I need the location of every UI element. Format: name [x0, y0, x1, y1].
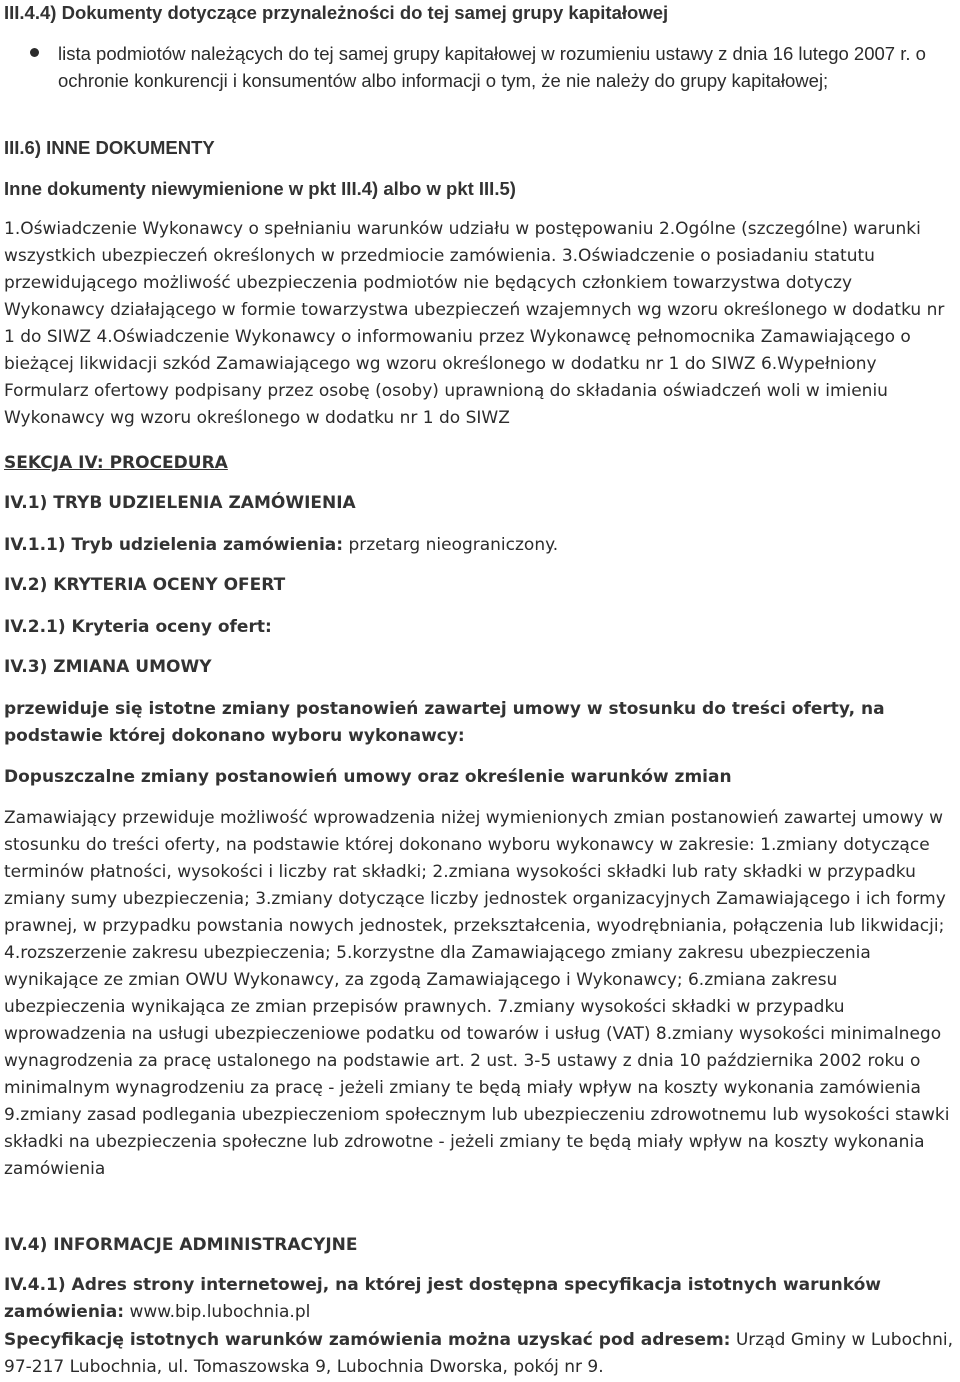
heading-iv-2-1: IV.2.1) Kryteria oceny ofert:: [4, 617, 272, 637]
allowed-changes-text: Zamawiający przewiduje możliwość wprowadzenia niżej wymienionych zmian postanowień zawartej umowy w stosunku do treści oferty, na podstawie której dokonano wyboru wykonawcy w zakresie: 1.zmiany dotyczące terminów płatności, wysokości i liczby rat składki; 2.zmiana wysokości składki lub raty składki w przypadku zmiany sumy ubezpieczenia; 3.zmiany dotyczące liczby jednostek organizacyjnych Zamawiającego i ich formy prawnej, w przypadku powstania nowych jednostek, przekształcenia, wyodrębniania, połączenia lub likwidacji; 4.rozszerzenie zakresu ubezpieczenia; 5.korzystne dla Zamawiającego zmiany zakresu ubezpieczenia wynikające ze zmian OWU Wykonawcy, za zgodą Zamawiającego i Wykonawcy; 6.zmiana zakresu ubezpieczenia wynikająca ze zmian przepisów prawnych. 7.zmiany wysokości składki w przypadku wprowadzenia na usługi ubezpieczeniowe podatku od towarów i usług (VAT) 8.zmiany wysokości minimalnego wynagrodzenia za pracę ustalonego na podstawie art. 2 ust. 3-5 ustawy z dnia 10 października 2002 roku o minimalnym wynagrodzeniu za pracę - jeżeli zmiany te będą miały wpływ na koszty wykonania zamówienia 9.zmiany zasad podlegania ubezpieczeniom społecznym lub ubezpieczeniu zdrowotnemu lub wysokości stawki składki na ubezpieczenia społeczne lub zdrowotne - jeżeli zmiany te będą miały wpływ na koszty wykonania zamówienia: [4, 808, 950, 1179]
heading-iv-2: IV.2) KRYTERIA OCENY OFERT: [4, 575, 286, 595]
website-link[interactable]: www.bip.lubochnia.pl: [129, 1302, 311, 1322]
section-iv-title: SEKCJA IV: PROCEDURA: [4, 453, 228, 473]
procedure-mode-value: przetarg nieograniczony.: [348, 535, 559, 555]
heading-iv-4: IV.4) INFORMACJE ADMINISTRACYJNE: [4, 1235, 358, 1255]
bullet-icon: [30, 48, 39, 57]
heading-iii-6: III.6) INNE DOKUMENTY: [4, 137, 215, 158]
heading-iii-4-4: III.4.4) Dokumenty dotyczące przynależności do tej samej grupy kapitałowej: [4, 2, 669, 23]
website-label: IV.4.1) Adres strony internetowej, na której jest dostępna specyfikacja istotnych warunków zamówienia:: [4, 1275, 881, 1322]
contract-changes-statement: przewiduje się istotne zmiany postanowień zawartej umowy w stosunku do treści oferty, na podstawie której dokonano wyboru wykonawcy:: [4, 699, 885, 746]
siwz-address-info: [4, 1327, 958, 1381]
heading-iv-1: IV.1) TRYB UDZIELENIA ZAMÓWIENIA: [4, 493, 356, 513]
heading-other-documents: Inne dokumenty niewymienione w pkt III.4) albo w pkt III.5): [4, 178, 516, 199]
heading-iv-3: IV.3) ZMIANA UMOWY: [4, 657, 212, 677]
siwz-address-value: Urząd Gminy w Lubochni, 97-217 Lubochnia, ul. Tomaszowska 9, Lubochnia Dworska, pokój nr 9.: [4, 1330, 953, 1377]
procedure-mode-label: IV.1.1) Tryb udzielenia zamówienia:: [4, 535, 344, 555]
other-documents-text: 1.Oświadczenie Wykonawcy o spełnianiu warunków udziału w postępowaniu 2.Ogólne (szczególne) warunki wszystkich ubezpieczeń określonych w przedmiocie zamówienia. 3.Oświadczenie o posiadaniu statutu przewidującego możliwość ubezpieczenia podmiotów nie będących członkiem towarzystwa dotyczy Wykonawcy działającego w formie towarzystwa ubezpieczeń wzajemnych wg wzoru określonego w dodatku nr 1 do SIWZ 4.Oświadczenie Wykonawcy o informowaniu przez Wykonawcę pełnomocnika Zamawiającego o bieżącej likwidacji szkód Zamawiającego wg wzoru określonego w dodatku nr 1 do SIWZ 6.Wypełniony Formularz ofertowy podpisany przez osobę (osoby) uprawnioną do składania oświadczeń woli w imieniu Wykonawcy wg wzoru określonego w dodatku nr 1 do SIWZ: [4, 219, 945, 428]
website-info: [4, 1272, 958, 1326]
procedure-mode: [4, 532, 958, 558]
siwz-address-label: Specyfikację istotnych warunków zamówienia można uzyskać pod adresem:: [4, 1330, 731, 1350]
allowed-changes-heading: Dopuszczalne zmiany postanowień umowy oraz określenie warunków zmian: [4, 767, 732, 787]
bullet-text: lista podmiotów należących do tej samej grupy kapitałowej w rozumieniu ustawy z dnia 16 lutego 2007 r. o ochronie konkurencji i konsumentów albo informacji o tym, że nie należy do grupy kapitałowej;: [58, 43, 926, 91]
